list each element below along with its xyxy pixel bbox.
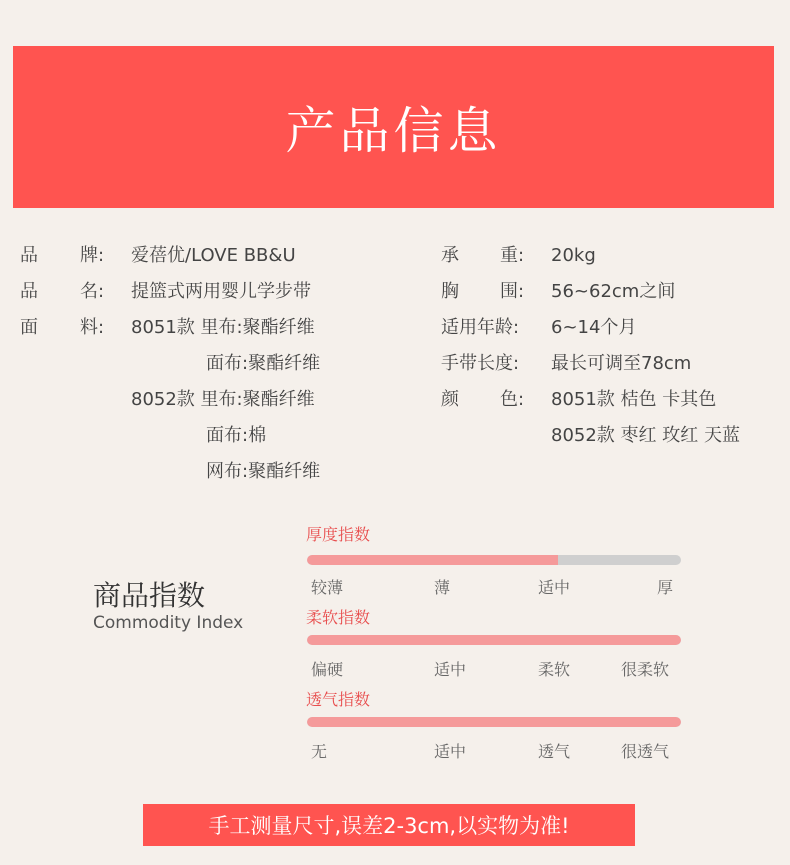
spec-material-value: 8051款 里布:聚酯纤维 [131,317,315,338]
spec-material-key1: 面 [20,317,38,338]
spec-name-key1: 品 [20,281,38,302]
spec-load-key1: 承 [441,245,459,266]
spec-brand-value: 爱蓓优/LOVE BB&U [131,245,296,266]
thickness-index-label: 厚度指数 [306,525,371,544]
product-info-banner [13,46,774,208]
spec-age-key: 适用年龄: [441,317,520,338]
spec-color-value: 8051款 桔色 卡其色 [551,389,717,410]
breathability-tick-3: 透气 [538,742,571,761]
breathability-tick-2: 适中 [434,742,467,761]
commodity-index-subtitle: Commodity Index [93,613,244,633]
measurement-note-text: 手工测量尺寸,误差2-3cm,以实物为准! [208,814,570,838]
thickness-tick-4: 厚 [657,578,674,597]
commodity-index-title: 商品指数 [93,579,206,612]
softness-tick-4: 很柔软 [621,660,670,679]
spec-chest-value: 56~62cm之间 [551,281,676,302]
spec-material-key2: 料: [80,317,105,338]
spec-name-key2: 名: [80,281,105,302]
spec-chest-key1: 胸 [441,281,459,302]
spec-age-value: 6~14个月 [551,317,637,338]
thickness-tick-3: 适中 [538,578,571,597]
spec-load-key2: 重: [500,245,525,266]
spec-material-line-2: 面布:聚酯纤维 [206,353,321,374]
measurement-note [143,804,635,846]
softness-index-label: 柔软指数 [306,608,371,627]
softness-tick-1: 偏硬 [311,660,344,679]
spec-brand-key1: 品 [20,245,38,266]
softness-index-bar [307,635,681,645]
breathability-index-label: 透气指数 [306,690,371,709]
spec-material-line-3: 8052款 里布:聚酯纤维 [131,389,315,410]
spec-brand-key2: 牌: [80,245,105,266]
thickness-index-bar [307,555,681,565]
softness-index-fill [307,635,681,645]
softness-tick-3: 柔软 [538,660,571,679]
spec-material-line-5: 网布:聚酯纤维 [206,461,321,482]
breathability-tick-1: 无 [311,742,328,761]
breathability-index-bar [307,717,681,727]
spec-color-key1: 颜 [441,389,459,410]
breathability-tick-4: 很透气 [621,742,670,761]
banner-title: 产品信息 [285,102,502,160]
spec-strap-value: 最长可调至78cm [551,353,692,374]
spec-chest-key2: 围: [500,281,525,302]
thickness-tick-2: 薄 [434,578,451,597]
spec-strap-key: 手带长度: [441,353,520,374]
breathability-index-fill [307,717,681,727]
spec-name-value: 提篮式两用婴儿学步带 [131,281,311,302]
thickness-index-fill [307,555,558,565]
spec-material-line-4: 面布:棉 [206,425,267,446]
spec-load-value: 20kg [551,245,596,266]
spec-color-line-2: 8052款 枣红 玫红 天蓝 [551,425,740,446]
thickness-tick-1: 较薄 [311,578,344,597]
spec-color-key2: 色: [500,389,525,410]
softness-tick-2: 适中 [434,660,467,679]
